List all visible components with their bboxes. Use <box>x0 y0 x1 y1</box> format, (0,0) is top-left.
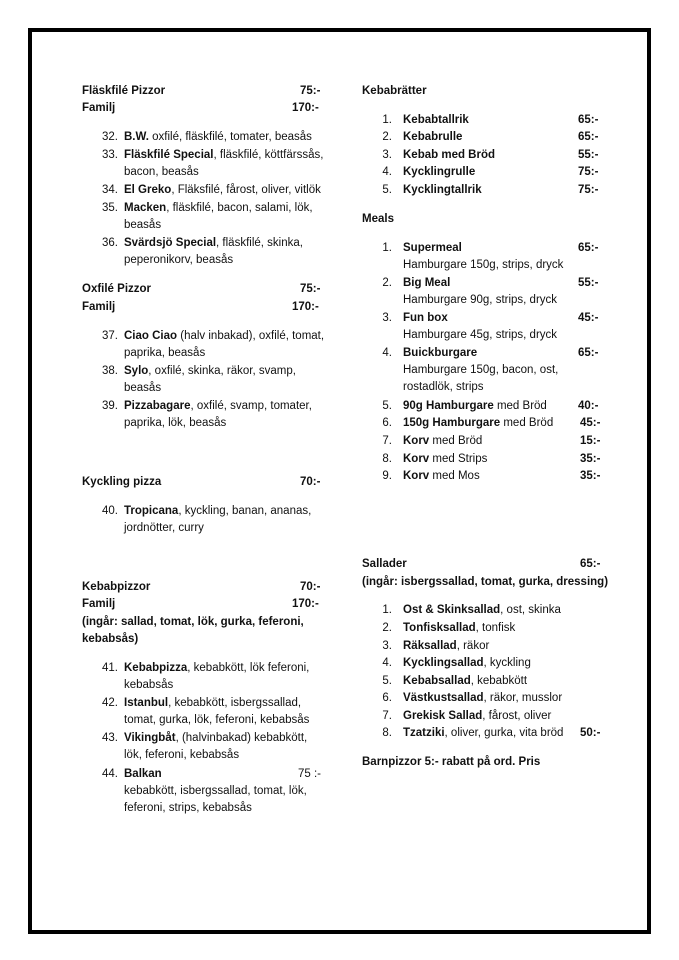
section-price-sallader: 65:- <box>580 558 601 570</box>
item-name: Korv <box>403 470 430 482</box>
item-name: Räksallad <box>403 640 457 652</box>
item-desc: , ost, skinka <box>500 604 561 616</box>
item-name: Supermeal <box>403 242 462 254</box>
section-title-kebabpizzor: Kebabpizzor <box>82 581 151 593</box>
item-name: 150g Hamburgare <box>403 417 501 429</box>
section-note-sallader: (ingår: isbergssallad, tomat, gurka, dressing) <box>362 576 609 588</box>
item-number: 5. <box>382 400 392 412</box>
section-title-meals: Meals <box>362 213 394 225</box>
item-number: 41. <box>102 662 118 674</box>
section-price-kebabpizzor: 70:- <box>300 581 321 593</box>
section-title-flaskfile: Fläskfilé Pizzor <box>82 85 166 97</box>
item-desc: , oliver, gurka, vita bröd <box>444 727 564 739</box>
item-name: Västkustsallad <box>403 692 484 704</box>
item-name: Macken <box>124 202 167 214</box>
item-desc: kebabkött, isbergssallad, tomat, lök, <box>124 785 307 797</box>
item-name: Korv <box>403 435 430 447</box>
item-number: 40. <box>102 505 118 517</box>
item-name: Sylo <box>124 365 149 377</box>
section-title-kebabratter: Kebabrätter <box>362 85 427 97</box>
item-number: 8. <box>382 727 392 739</box>
item-name: 90g Hamburgare <box>403 400 494 412</box>
item-desc: , kebabkött, isbergssallad, <box>168 697 302 709</box>
item-desc: , fårost, oliver <box>482 710 552 722</box>
section-note-kebabpizzor-cont: kebabsås) <box>82 633 139 645</box>
item-desc-cont: beasås <box>124 219 162 231</box>
item-desc: med Bröd <box>500 417 554 429</box>
item-number: 9. <box>382 470 392 482</box>
item-number: 3. <box>382 149 392 161</box>
item-price: 45:- <box>580 417 601 429</box>
item-desc-cont: jordnötter, curry <box>124 522 204 534</box>
item-desc-cont: paprika, lök, beasås <box>124 417 227 429</box>
item-number: 37. <box>102 330 118 342</box>
section-price-kyckling: 70:- <box>300 476 321 488</box>
item-name: Svärdsjö Special <box>124 237 217 249</box>
item-name: Tonfisksallad <box>403 622 476 634</box>
item-name: Pizzabagare <box>124 400 191 412</box>
item-price: 45:- <box>578 312 599 324</box>
item-name: Fun box <box>403 312 448 324</box>
item-price: 75 :- <box>298 768 322 780</box>
barnpizzor-note: Barnpizzor 5:- rabatt på ord. Pris <box>362 756 541 768</box>
item-price: 50:- <box>580 727 601 739</box>
item-desc-cont: bacon, beasås <box>124 166 199 178</box>
item-number: 33. <box>102 149 118 161</box>
item-number: 7. <box>382 710 392 722</box>
item-desc: , kebabkött <box>470 675 528 687</box>
item-price: 75:- <box>578 184 599 196</box>
item-name: El Greko <box>124 184 172 196</box>
item-desc: oxfilé, fläskfilé, tomater, beasås <box>148 131 312 143</box>
item-number: 7. <box>382 435 392 447</box>
item-name: Istanbul <box>124 697 169 709</box>
familj-price-kebabpizzor: 170:- <box>292 598 319 610</box>
item-desc: , kebabkött, lök feferoni, <box>187 662 310 674</box>
item-desc: med Bröd <box>493 400 547 412</box>
item-name: Kebabtallrik <box>403 114 469 126</box>
familj-label-flaskfile: Familj <box>82 102 116 114</box>
familj-price-oxfile: 170:- <box>292 301 319 313</box>
item-name: Kebabsallad <box>403 675 471 687</box>
section-title-oxfile: Oxfilé Pizzor <box>82 283 152 295</box>
item-number: 42. <box>102 697 118 709</box>
item-number: 4. <box>382 657 392 669</box>
item-desc-cont: rostadlök, strips <box>403 381 484 393</box>
familj-label-oxfile: Familj <box>82 301 116 313</box>
item-number: 34. <box>102 184 118 196</box>
item-number: 35. <box>102 202 118 214</box>
item-price: 65:- <box>578 347 599 359</box>
item-number: 43. <box>102 732 118 744</box>
item-number: 32. <box>102 131 118 143</box>
item-desc: Hamburgare 150g, strips, dryck <box>403 259 564 271</box>
item-price: 55:- <box>578 277 599 289</box>
item-price: 35:- <box>580 470 601 482</box>
item-name: Balkan <box>124 768 162 780</box>
item-name: Kebabrulle <box>403 131 463 143</box>
item-desc: med Strips <box>429 453 488 465</box>
item-name: Ost & Skinksallad <box>403 604 501 616</box>
item-name: Ciao Ciao <box>124 330 178 342</box>
item-price: 65:- <box>578 131 599 143</box>
item-name: Tzatziki <box>403 727 445 739</box>
item-desc: , fläskfilé, skinka, <box>216 237 303 249</box>
item-desc: Hamburgare 45g, strips, dryck <box>403 329 558 341</box>
item-desc: med Bröd <box>429 435 483 447</box>
item-name: Tropicana <box>124 505 179 517</box>
item-desc: , (halvinbakad) kebabkött, <box>175 732 308 744</box>
section-price-oxfile: 75:- <box>300 283 321 295</box>
item-number: 2. <box>382 131 392 143</box>
item-number: 1. <box>382 604 392 616</box>
item-name: Kebabpizza <box>124 662 188 674</box>
item-desc-cont: tomat, gurka, lök, feferoni, kebabsås <box>124 714 310 726</box>
item-desc: , oxfilé, skinka, räkor, svamp, <box>148 365 296 377</box>
item-price: 75:- <box>578 166 599 178</box>
item-desc-cont: feferoni, strips, kebabsås <box>124 802 252 814</box>
item-desc: Hamburgare 90g, strips, dryck <box>403 294 558 306</box>
item-number: 38. <box>102 365 118 377</box>
item-desc-cont: lök, feferoni, kebabsås <box>124 749 240 761</box>
item-price: 55:- <box>578 149 599 161</box>
item-name: Buickburgare <box>403 347 478 359</box>
item-number: 36. <box>102 237 118 249</box>
item-desc-cont: peperonikorv, beasås <box>124 254 234 266</box>
item-number: 3. <box>382 312 392 324</box>
item-desc: , oxfilé, svamp, tomater, <box>190 400 312 412</box>
item-number: 6. <box>382 692 392 704</box>
item-number: 2. <box>382 277 392 289</box>
item-desc: (halv inbakad), oxfilé, tomat, <box>177 330 325 342</box>
item-number: 5. <box>382 184 392 196</box>
section-title-kyckling: Kyckling pizza <box>82 476 162 488</box>
item-name: Korv <box>403 453 430 465</box>
item-number: 2. <box>382 622 392 634</box>
item-name: Big Meal <box>403 277 451 289</box>
item-name: B.W. <box>124 131 149 143</box>
item-desc-cont: kebabsås <box>124 679 174 691</box>
familj-label-kebabpizzor: Familj <box>82 598 116 610</box>
item-name: Kycklingsallad <box>403 657 484 669</box>
familj-price-flaskfile: 170:- <box>292 102 319 114</box>
item-price: 65:- <box>578 114 599 126</box>
item-desc: , Fläksfilé, fårost, oliver, vitlök <box>171 184 321 196</box>
section-title-sallader: Sallader <box>362 558 407 570</box>
item-desc: , kyckling, banan, ananas, <box>178 505 312 517</box>
section-note-kebabpizzor: (ingår: sallad, tomat, lök, gurka, feferoni, <box>82 616 304 628</box>
item-desc: , fläskfilé, köttfärssås, <box>213 149 324 161</box>
item-desc: , räkor <box>456 640 490 652</box>
item-desc-cont: beasås <box>124 382 162 394</box>
item-number: 1. <box>382 242 392 254</box>
item-number: 4. <box>382 347 392 359</box>
item-price: 15:- <box>580 435 601 447</box>
item-desc: , fläskfilé, bacon, salami, lök, <box>166 202 313 214</box>
item-desc: , räkor, musslor <box>483 692 563 704</box>
item-name: Kycklingrulle <box>403 166 476 178</box>
item-number: 3. <box>382 640 392 652</box>
item-name: Grekisk Sallad <box>403 710 483 722</box>
item-desc: Hamburgare 150g, bacon, ost, <box>403 364 559 376</box>
item-name: Kycklingtallrik <box>403 184 482 196</box>
item-price: 35:- <box>580 453 601 465</box>
item-number: 39. <box>102 400 118 412</box>
item-price: 65:- <box>578 242 599 254</box>
menu-page-frame <box>28 28 651 934</box>
item-number: 44. <box>102 768 118 780</box>
item-number: 4. <box>382 166 392 178</box>
item-number: 8. <box>382 453 392 465</box>
item-number: 5. <box>382 675 392 687</box>
item-number: 1. <box>382 114 392 126</box>
item-name: Kebab med Bröd <box>403 149 496 161</box>
item-name: Fläskfilé Special <box>124 149 214 161</box>
item-name: Vikingbåt <box>124 732 176 744</box>
item-desc: med Mos <box>429 470 480 482</box>
item-price: 40:- <box>578 400 599 412</box>
section-price-flaskfile: 75:- <box>300 85 321 97</box>
item-desc-cont: paprika, beasås <box>124 347 206 359</box>
item-desc: , kyckling <box>483 657 531 669</box>
item-desc: , tonfisk <box>475 622 516 634</box>
item-number: 6. <box>382 417 392 429</box>
